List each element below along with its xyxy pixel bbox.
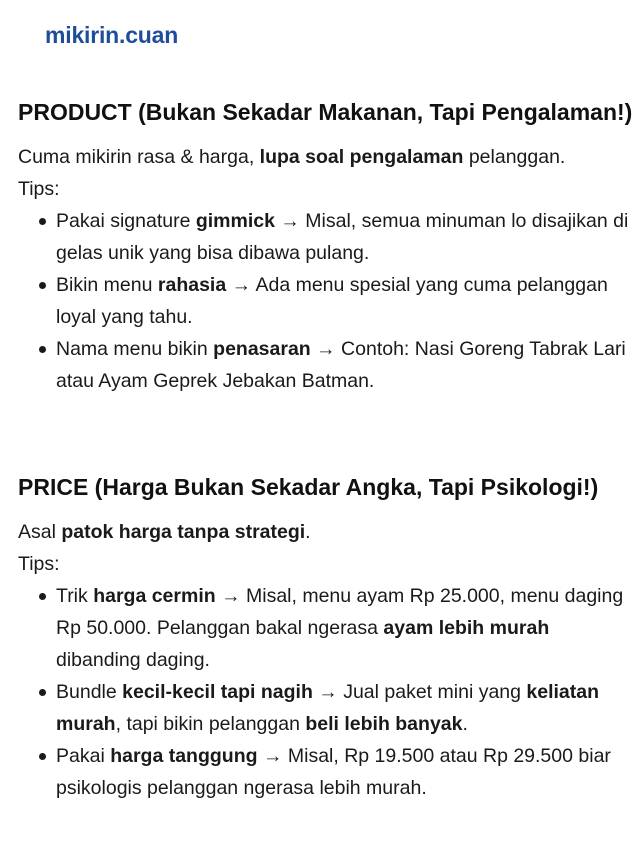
brand-logo-text: mikirin.cuan [45, 22, 179, 48]
price-section [18, 471, 634, 804]
price-intro [18, 516, 634, 548]
item-text: → Misal, menu ayam Rp 25.000, menu daging Rp 50.000. Pelanggan bakal ngerasa [56, 585, 624, 639]
item-text: → Misal, Rp 19.500 atau Rp 29.500 biar psikologis pelanggan ngerasa lebih murah. [56, 745, 611, 799]
product-heading: PRODUCT (Bukan Sekadar Makanan, Tapi Pengalaman!) [18, 99, 633, 125]
item-text: Nama menu bikin [56, 338, 214, 360]
price-intro-end: . [305, 521, 311, 543]
item-text: Pakai [56, 745, 111, 767]
item-text: dibanding daging. [56, 649, 210, 671]
bullet-icon [39, 346, 46, 353]
bullet-icon [39, 593, 46, 600]
item-text: , tapi bikin pelanggan [115, 713, 306, 735]
product-tips-label: Tips: [18, 178, 60, 200]
list-item [18, 740, 634, 804]
product-intro [18, 141, 634, 173]
bullet-icon [39, 218, 46, 225]
item-text: Bikin menu [56, 274, 158, 296]
item-bold: penasaran [213, 338, 311, 360]
item-text: → Contoh: Nasi Goreng Tabrak Lari atau Ayam Geprek Jebakan Batman. [56, 338, 626, 392]
item-text: . [462, 713, 468, 735]
item-bold: harga tanggung [110, 745, 258, 767]
bullet-icon [39, 282, 46, 289]
item-text: → Misal, semua minuman lo disajikan di gelas unik yang bisa dibawa pulang. [56, 210, 629, 264]
item-text: Trik [56, 585, 94, 607]
product-tips-list [18, 205, 634, 397]
list-item [18, 269, 634, 333]
product-intro-text: Cuma mikirin rasa & harga, [18, 146, 260, 168]
item-bold: beli lebih banyak [305, 713, 463, 735]
item-text: → Ada menu spesial yang cuma pelanggan loyal yang tahu. [56, 274, 608, 328]
bullet-icon [39, 689, 46, 696]
item-bold: ayam lebih murah [383, 617, 550, 639]
item-bold: rahasia [157, 274, 227, 296]
item-bold: harga cermin [93, 585, 216, 607]
price-heading: PRICE (Harga Bukan Sekadar Angka, Tapi Psikologi!) [18, 474, 599, 500]
price-intro-text: Asal [18, 521, 62, 543]
item-bold: gimmick [195, 210, 275, 232]
product-intro-bold: lupa soal pengalaman [259, 146, 464, 168]
item-bold: keliatan murah [56, 681, 600, 735]
list-item [18, 676, 634, 740]
product-section [18, 96, 634, 397]
item-bold: kecil-kecil tapi nagih [122, 681, 313, 703]
list-item [18, 205, 634, 269]
list-item [18, 580, 634, 676]
price-tips-list [18, 580, 634, 804]
list-item [18, 333, 634, 397]
bullet-icon [39, 753, 46, 760]
price-tips-label: Tips: [18, 553, 60, 575]
price-intro-bold: patok harga tanpa strategi [61, 521, 306, 543]
item-text: Bundle [56, 681, 123, 703]
item-text: Pakai signature [56, 210, 196, 232]
product-intro-end: pelanggan. [463, 146, 566, 168]
item-text: → Jual paket mini yang [312, 681, 527, 703]
